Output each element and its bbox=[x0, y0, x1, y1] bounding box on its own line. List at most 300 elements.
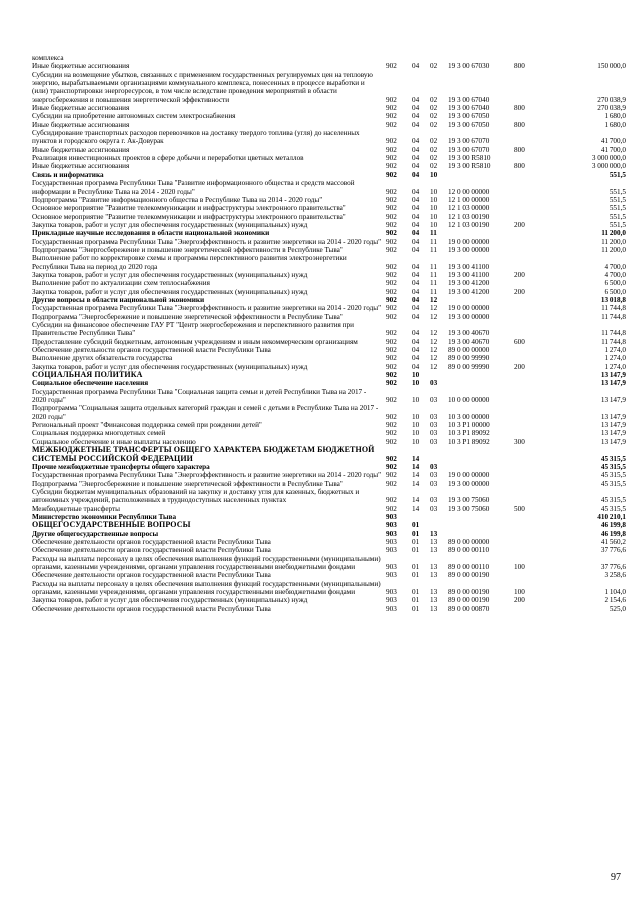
target-code: 12 0 00 00000 bbox=[448, 187, 490, 196]
subsection-code: 03 bbox=[430, 421, 438, 430]
subsection-code: 02 bbox=[430, 162, 438, 171]
expense-type-code bbox=[514, 254, 546, 271]
table-row bbox=[32, 296, 626, 304]
table-row bbox=[32, 555, 626, 572]
row-name: Государственная программа Республики Тыва "Энергоэффективность и развитие энергетики на 2014 - 2020 годы" bbox=[32, 304, 382, 313]
amount: 46 199,8 bbox=[600, 521, 626, 530]
ministry-code: 903 bbox=[386, 588, 397, 596]
expense-type-code bbox=[514, 346, 546, 354]
amount: 11 744,8 bbox=[601, 329, 626, 338]
ministry-code: 902 bbox=[386, 137, 397, 146]
amount: 11 200,0 bbox=[601, 237, 626, 246]
ministry-code: 903 bbox=[386, 521, 397, 530]
section-code: 04 bbox=[412, 95, 420, 104]
ministry-code: 902 bbox=[386, 362, 397, 371]
section-code: 01 bbox=[412, 588, 420, 596]
table-row bbox=[32, 279, 626, 287]
row-name: Подпрограмма "Энергосбережение и повышение энергетической эффективности в Республике Тыва" bbox=[32, 245, 343, 254]
target-code bbox=[448, 371, 514, 379]
target-code: 89 0 00 00110 bbox=[448, 562, 490, 571]
table-row bbox=[32, 196, 626, 204]
subsection-code: 10 bbox=[430, 170, 438, 179]
table-row bbox=[32, 596, 626, 604]
ministry-code: 902 bbox=[386, 270, 397, 279]
expense-type-code: 200 bbox=[514, 220, 525, 229]
row-name: Обеспечение деятельности органов государственной власти Республики Тыва bbox=[32, 346, 271, 355]
row-name: МЕЖБЮДЖЕТНЫЕ ТРАНСФЕРТЫ ОБЩЕГО ХАРАКТЕРА БЮДЖЕТАМ БЮДЖЕТНОЙ СИСТЕМЫ РОССИЙСКОЙ ФЕДЕРАЦИИ bbox=[32, 445, 375, 463]
ministry-code: 902 bbox=[386, 471, 397, 480]
target-code: 19 3 00 41200 bbox=[448, 287, 490, 296]
row-name: Закупка товаров, работ и услуг для обеспечения государственных (муниципальных) нужд bbox=[32, 270, 308, 279]
table-row bbox=[32, 480, 626, 488]
row-name: Расходы на выплаты персоналу в целях обеспечения выполнения функций государственными (муниципальными) органами, казенными учреждениями, органами управления государственными внебюджетными фондами bbox=[32, 579, 381, 596]
amount: 551,5 bbox=[609, 212, 626, 221]
table-row bbox=[32, 538, 626, 546]
subsection-code: 03 bbox=[430, 504, 438, 513]
table-row bbox=[32, 129, 626, 146]
subsection-code bbox=[430, 513, 448, 521]
section-code bbox=[412, 513, 430, 521]
amount: 2 154,6 bbox=[604, 596, 626, 605]
ministry-code: 903 bbox=[386, 562, 397, 571]
target-code: 12 1 03 00190 bbox=[448, 220, 490, 229]
subsection-code: 03 bbox=[430, 462, 438, 471]
target-code: 19 3 00 67070 bbox=[448, 145, 490, 154]
row-name: Выполнение работ по актуализации схем теплоснабжения bbox=[32, 279, 210, 288]
row-name: ОБЩЕГОСУДАРСТВЕННЫЕ ВОПРОСЫ bbox=[32, 520, 191, 530]
table-row bbox=[32, 605, 626, 613]
amount: 270 038,9 bbox=[597, 95, 626, 104]
table-row bbox=[32, 204, 626, 212]
target-code: 89 0 00 00000 bbox=[448, 346, 490, 355]
ministry-code: 902 bbox=[386, 379, 397, 388]
expense-type-code bbox=[514, 488, 546, 505]
subsection-code: 03 bbox=[430, 471, 438, 480]
row-name: Иные бюджетные ассигнования bbox=[32, 162, 130, 171]
target-code: 19 3 00 00000 bbox=[448, 312, 490, 321]
subsection-code: 02 bbox=[430, 95, 438, 104]
expense-type-code bbox=[514, 471, 546, 479]
expense-type-code bbox=[514, 605, 546, 613]
expense-type-code: 200 bbox=[514, 287, 525, 296]
amount: 4 700,0 bbox=[604, 262, 626, 271]
expense-type-code bbox=[514, 296, 546, 304]
section-code: 04 bbox=[412, 262, 420, 271]
ministry-code: 902 bbox=[386, 245, 397, 254]
table-row bbox=[32, 162, 626, 170]
amount: 150 000,0 bbox=[597, 62, 626, 71]
ministry-code: 902 bbox=[386, 346, 397, 355]
subsection-code: 10 bbox=[430, 220, 438, 229]
section-code: 04 bbox=[412, 187, 420, 196]
target-code: 12 1 03 00190 bbox=[448, 212, 490, 221]
expense-type-code bbox=[514, 54, 546, 62]
subsection-code: 02 bbox=[430, 154, 438, 163]
target-code: 19 3 00 75060 bbox=[448, 504, 490, 513]
table-row bbox=[32, 505, 626, 513]
expense-type-code: 600 bbox=[514, 337, 525, 346]
section-code: 04 bbox=[412, 279, 420, 288]
target-code: 10 3 P1 89092 bbox=[448, 429, 490, 438]
ministry-code: 903 bbox=[386, 596, 397, 605]
row-name: Прочие межбюджетные трансферты общего характера bbox=[32, 462, 210, 471]
table-row bbox=[32, 221, 626, 229]
expense-type-code: 800 bbox=[514, 62, 525, 71]
table-row bbox=[32, 271, 626, 279]
expense-type-code bbox=[514, 388, 546, 405]
target-code bbox=[448, 513, 514, 521]
table-row bbox=[32, 404, 626, 421]
amount: 11 744,8 bbox=[601, 312, 626, 321]
expense-type-code bbox=[514, 446, 546, 463]
subsection-code: 03 bbox=[430, 496, 438, 505]
amount: 1 680,0 bbox=[604, 112, 626, 121]
amount: 45 315,5 bbox=[600, 504, 626, 513]
table-row bbox=[32, 580, 626, 597]
table-row bbox=[32, 346, 626, 354]
expense-type-code: 100 bbox=[514, 562, 525, 571]
expense-type-code: 200 bbox=[514, 596, 525, 605]
subsection-code: 13 bbox=[430, 571, 438, 580]
section-code: 14 bbox=[412, 479, 420, 488]
subsection-code: 02 bbox=[430, 145, 438, 154]
section-code: 01 bbox=[412, 529, 420, 538]
expense-type-code: 800 bbox=[514, 145, 525, 154]
table-row bbox=[32, 471, 626, 479]
ministry-code: 903 bbox=[386, 604, 397, 613]
section-code: 04 bbox=[412, 154, 420, 163]
expense-type-code bbox=[514, 279, 546, 287]
target-code: 19 3 00 75060 bbox=[448, 496, 490, 505]
ministry-code: 902 bbox=[386, 120, 397, 129]
section-code: 01 bbox=[412, 521, 420, 530]
expense-type-code bbox=[514, 521, 546, 529]
expense-type-code bbox=[514, 538, 546, 546]
table-row bbox=[32, 154, 626, 162]
amount: 525,0 bbox=[609, 604, 626, 613]
ministry-code: 902 bbox=[386, 204, 397, 213]
amount: 37 776,6 bbox=[600, 562, 626, 571]
amount: 551,5 bbox=[609, 195, 626, 204]
target-code: 89 0 00 00870 bbox=[448, 604, 490, 613]
expense-type-code bbox=[514, 321, 546, 338]
ministry-code: 902 bbox=[386, 496, 397, 505]
expense-type-code: 200 bbox=[514, 270, 525, 279]
amount: 13 147,9 bbox=[600, 437, 626, 446]
amount: 45 315,5 bbox=[600, 496, 626, 505]
section-code: 10 bbox=[412, 421, 420, 430]
ministry-code: 902 bbox=[386, 237, 397, 246]
row-name: Субсидии бюджетам муниципальных образований на закупку и доставку угля для казенных, бюджетных и автономных учреждений, расположенных в труднодоступных населенных пунктах bbox=[32, 487, 360, 505]
subsection-code: 11 bbox=[430, 237, 437, 246]
section-code: 04 bbox=[412, 287, 420, 296]
expense-type-code bbox=[514, 421, 546, 429]
section-code: 04 bbox=[412, 354, 420, 363]
amount: 551,5 bbox=[609, 187, 626, 196]
section-code: 04 bbox=[412, 62, 420, 71]
expense-type-code bbox=[514, 371, 546, 379]
amount: 13 147,9 bbox=[600, 379, 626, 388]
table-row bbox=[32, 104, 626, 112]
ministry-code: 902 bbox=[386, 162, 397, 171]
table-row bbox=[32, 429, 626, 437]
amount: 1 680,0 bbox=[604, 120, 626, 129]
subsection-code: 11 bbox=[430, 270, 437, 279]
subsection-code: 10 bbox=[430, 195, 438, 204]
section-code: 04 bbox=[412, 170, 420, 179]
target-code bbox=[448, 446, 514, 463]
section-code: 01 bbox=[412, 546, 420, 555]
row-name: Субсидирование транспортных расходов перевозчиков на доставку твердого топлива (угля) до населенных пунктов и городского округа г. Ак-Довурак bbox=[32, 129, 360, 146]
expense-type-code bbox=[514, 229, 546, 237]
row-name: Иные бюджетные ассигнования bbox=[32, 145, 130, 154]
section-code: 04 bbox=[412, 212, 420, 221]
expense-type-code: 100 bbox=[514, 588, 525, 596]
section-code: 04 bbox=[412, 229, 420, 238]
amount bbox=[546, 54, 626, 62]
subsection-code: 11 bbox=[430, 262, 437, 271]
expense-type-code: 800 bbox=[514, 162, 525, 171]
ministry-code: 903 bbox=[386, 529, 397, 538]
table-row bbox=[32, 421, 626, 429]
ministry-code: 902 bbox=[386, 504, 397, 513]
ministry-code: 902 bbox=[386, 337, 397, 346]
row-name: Социальная поддержка многодетных семей bbox=[32, 429, 166, 438]
section-code: 14 bbox=[412, 496, 420, 505]
row-name: Другие вопросы в области национальной экономики bbox=[32, 295, 205, 304]
target-code bbox=[448, 379, 514, 387]
ministry-code: 902 bbox=[386, 154, 397, 163]
section-code: 04 bbox=[412, 237, 420, 246]
table-row bbox=[32, 521, 626, 529]
amount: 45 315,5 bbox=[600, 479, 626, 488]
amount: 1 274,0 bbox=[604, 346, 626, 355]
table-row bbox=[32, 254, 626, 271]
section-code: 04 bbox=[412, 145, 420, 154]
ministry-code: 902 bbox=[386, 412, 397, 421]
row-name: Государственная программа Республики Тыва "Энергоэффективность и развитие энергетики на 2014 - 2020 годы" bbox=[32, 471, 382, 480]
subsection-code: 02 bbox=[430, 104, 438, 113]
ministry-code bbox=[386, 54, 412, 62]
subsection-code: 13 bbox=[430, 596, 438, 605]
target-code: 19 3 00 R5810 bbox=[448, 154, 491, 163]
amount: 37 776,6 bbox=[600, 546, 626, 555]
amount: 41 560,2 bbox=[600, 537, 626, 546]
amount: 1 274,0 bbox=[604, 362, 626, 371]
expense-type-code bbox=[514, 354, 546, 362]
target-code: 19 3 00 67050 bbox=[448, 112, 490, 121]
table-row bbox=[32, 354, 626, 362]
subsection-code bbox=[430, 54, 448, 62]
target-code: 19 3 00 67030 bbox=[448, 62, 490, 71]
section-code: 04 bbox=[412, 346, 420, 355]
table-row bbox=[32, 171, 626, 179]
expense-type-code bbox=[514, 571, 546, 579]
ministry-code: 902 bbox=[386, 454, 397, 463]
section-code: 10 bbox=[412, 412, 420, 421]
subsection-code: 13 bbox=[430, 529, 438, 538]
subsection-code: 02 bbox=[430, 120, 438, 129]
amount: 13 147,9 bbox=[600, 421, 626, 430]
target-code bbox=[448, 521, 514, 529]
row-name: Обеспечение деятельности органов государственной власти Республики Тыва bbox=[32, 546, 271, 555]
table-row bbox=[32, 463, 626, 471]
expense-type-code: 300 bbox=[514, 437, 525, 446]
ministry-code: 902 bbox=[386, 329, 397, 338]
table-row bbox=[32, 229, 626, 237]
expense-type-code bbox=[514, 463, 546, 471]
section-code: 01 bbox=[412, 562, 420, 571]
subsection-code bbox=[430, 371, 448, 379]
amount: 41 700,0 bbox=[600, 145, 626, 154]
table-row bbox=[32, 304, 626, 312]
target-code bbox=[448, 171, 514, 179]
table-row bbox=[32, 213, 626, 221]
subsection-code: 02 bbox=[430, 137, 438, 146]
ministry-code: 902 bbox=[386, 212, 397, 221]
amount: 45 315,5 bbox=[600, 462, 626, 471]
target-code: 19 0 00 00000 bbox=[448, 237, 490, 246]
ministry-code: 903 bbox=[386, 512, 397, 521]
amount: 551,5 bbox=[609, 170, 626, 179]
expense-type-code: 200 bbox=[514, 362, 525, 371]
row-name: Закупка товаров, работ и услуг для обеспечения государственных (муниципальных) нужд bbox=[32, 596, 308, 605]
ministry-code: 902 bbox=[386, 104, 397, 113]
subsection-code: 11 bbox=[430, 279, 437, 288]
subsection-code bbox=[430, 521, 448, 529]
expense-type-code bbox=[514, 204, 546, 212]
section-code: 04 bbox=[412, 329, 420, 338]
amount: 270 038,9 bbox=[597, 104, 626, 113]
row-name: Иные бюджетные ассигнования bbox=[32, 62, 130, 71]
table-row bbox=[32, 179, 626, 196]
amount: 11 200,0 bbox=[601, 229, 626, 238]
subsection-code: 12 bbox=[430, 304, 438, 313]
section-code: 04 bbox=[412, 304, 420, 313]
expense-type-code bbox=[514, 238, 546, 246]
expense-type-code bbox=[514, 513, 546, 521]
row-name: Межбюджетные трансферты bbox=[32, 504, 120, 513]
row-name: Закупка товаров, работ и услуг для обеспечения государственных (муниципальных) нужд bbox=[32, 220, 308, 229]
ministry-code: 902 bbox=[386, 279, 397, 288]
ministry-code: 902 bbox=[386, 421, 397, 430]
section-code: 10 bbox=[412, 379, 420, 388]
amount: 3 258,6 bbox=[604, 571, 626, 580]
ministry-code: 902 bbox=[386, 220, 397, 229]
target-code bbox=[448, 463, 514, 471]
subsection-code: 12 bbox=[430, 337, 438, 346]
row-name: Обеспечение деятельности органов государственной власти Республики Тыва bbox=[32, 537, 271, 546]
ministry-code: 902 bbox=[386, 396, 397, 405]
ministry-code: 902 bbox=[386, 354, 397, 363]
ministry-code: 902 bbox=[386, 145, 397, 154]
row-name: Основное мероприятие "Развитие телекоммуникации и инфраструктуры электронного правительства" bbox=[32, 212, 346, 221]
table-row bbox=[32, 530, 626, 538]
section-code: 10 bbox=[412, 371, 420, 380]
table-row bbox=[32, 313, 626, 321]
section-code: 04 bbox=[412, 312, 420, 321]
amount: 46 199,8 bbox=[600, 529, 626, 538]
ministry-code: 902 bbox=[386, 62, 397, 71]
row-name: Выполнение работ по корректировке схемы и программы перспективного развития электроэнергетики Республики Тыва на период до 2020 года bbox=[32, 254, 347, 271]
subsection-code: 13 bbox=[430, 562, 438, 571]
subsection-code: 03 bbox=[430, 479, 438, 488]
amount: 551,5 bbox=[609, 220, 626, 229]
ministry-code: 902 bbox=[386, 462, 397, 471]
target-code: 12 1 00 00000 bbox=[448, 195, 490, 204]
table-row bbox=[32, 246, 626, 254]
amount: 13 147,9 bbox=[600, 396, 626, 405]
section-code: 04 bbox=[412, 362, 420, 371]
amount: 6 500,0 bbox=[604, 279, 626, 288]
table-row bbox=[32, 321, 626, 338]
expense-type-code bbox=[514, 429, 546, 437]
row-name: Подпрограмма "Энергосбережение и повышение энергетической эффективности в Республике Тыва" bbox=[32, 312, 343, 321]
row-name: Иные бюджетные ассигнования bbox=[32, 120, 130, 129]
subsection-code: 12 bbox=[430, 346, 438, 355]
row-name: комплекса bbox=[32, 54, 64, 62]
ministry-code: 902 bbox=[386, 187, 397, 196]
ministry-code: 902 bbox=[386, 479, 397, 488]
target-code bbox=[448, 229, 514, 237]
row-name: Подпрограмма "Развитие информационного общества в Республике Тыва на 2014 - 2020 годы" bbox=[32, 195, 323, 204]
amount: 41 700,0 bbox=[600, 137, 626, 146]
section-code: 04 bbox=[412, 204, 420, 213]
target-code: 19 3 00 00000 bbox=[448, 245, 490, 254]
row-name: СОЦИАЛЬНАЯ ПОЛИТИКА bbox=[32, 370, 143, 380]
amount: 11 744,8 bbox=[601, 337, 626, 346]
table-row bbox=[32, 62, 626, 70]
target-code: 19 0 00 00000 bbox=[448, 471, 490, 480]
ministry-code: 902 bbox=[386, 312, 397, 321]
table-row bbox=[32, 288, 626, 296]
amount: 45 315,5 bbox=[600, 471, 626, 480]
target-code: 19 3 00 67040 bbox=[448, 95, 490, 104]
target-code: 89 0 00 00190 bbox=[448, 596, 490, 605]
subsection-code: 03 bbox=[430, 396, 438, 405]
target-code: 89 0 00 00000 bbox=[448, 537, 490, 546]
amount: 1 104,0 bbox=[604, 588, 626, 596]
table-row bbox=[32, 488, 626, 505]
table-row bbox=[32, 571, 626, 579]
section-code: 04 bbox=[412, 195, 420, 204]
target-code: 89 0 00 99990 bbox=[448, 354, 490, 363]
row-name: Обеспечение деятельности органов государственной власти Республики Тыва bbox=[32, 571, 271, 580]
expense-type-code bbox=[514, 246, 546, 254]
amount: 13 147,9 bbox=[600, 429, 626, 438]
budget-table bbox=[32, 54, 626, 613]
row-name: Социальное обеспечение населения bbox=[32, 379, 149, 388]
amount: 13 018,8 bbox=[600, 295, 626, 304]
target-code: 10 3 P1 00000 bbox=[448, 421, 490, 430]
subsection-code: 02 bbox=[430, 62, 438, 71]
section-code: 04 bbox=[412, 220, 420, 229]
table-row bbox=[32, 54, 626, 62]
ministry-code: 903 bbox=[386, 537, 397, 546]
section-code: 10 bbox=[412, 396, 420, 405]
ministry-code: 902 bbox=[386, 429, 397, 438]
subsection-code: 12 bbox=[430, 329, 438, 338]
subsection-code: 12 bbox=[430, 362, 438, 371]
table-row bbox=[32, 546, 626, 554]
table-row bbox=[32, 146, 626, 154]
ministry-code: 902 bbox=[386, 262, 397, 271]
section-code: 04 bbox=[412, 104, 420, 113]
amount: 45 315,5 bbox=[600, 454, 626, 463]
target-code: 10 0 00 00000 bbox=[448, 396, 490, 405]
row-name: Обеспечение деятельности органов государственной власти Республики Тыва bbox=[32, 604, 271, 613]
section-code: 14 bbox=[412, 454, 420, 463]
